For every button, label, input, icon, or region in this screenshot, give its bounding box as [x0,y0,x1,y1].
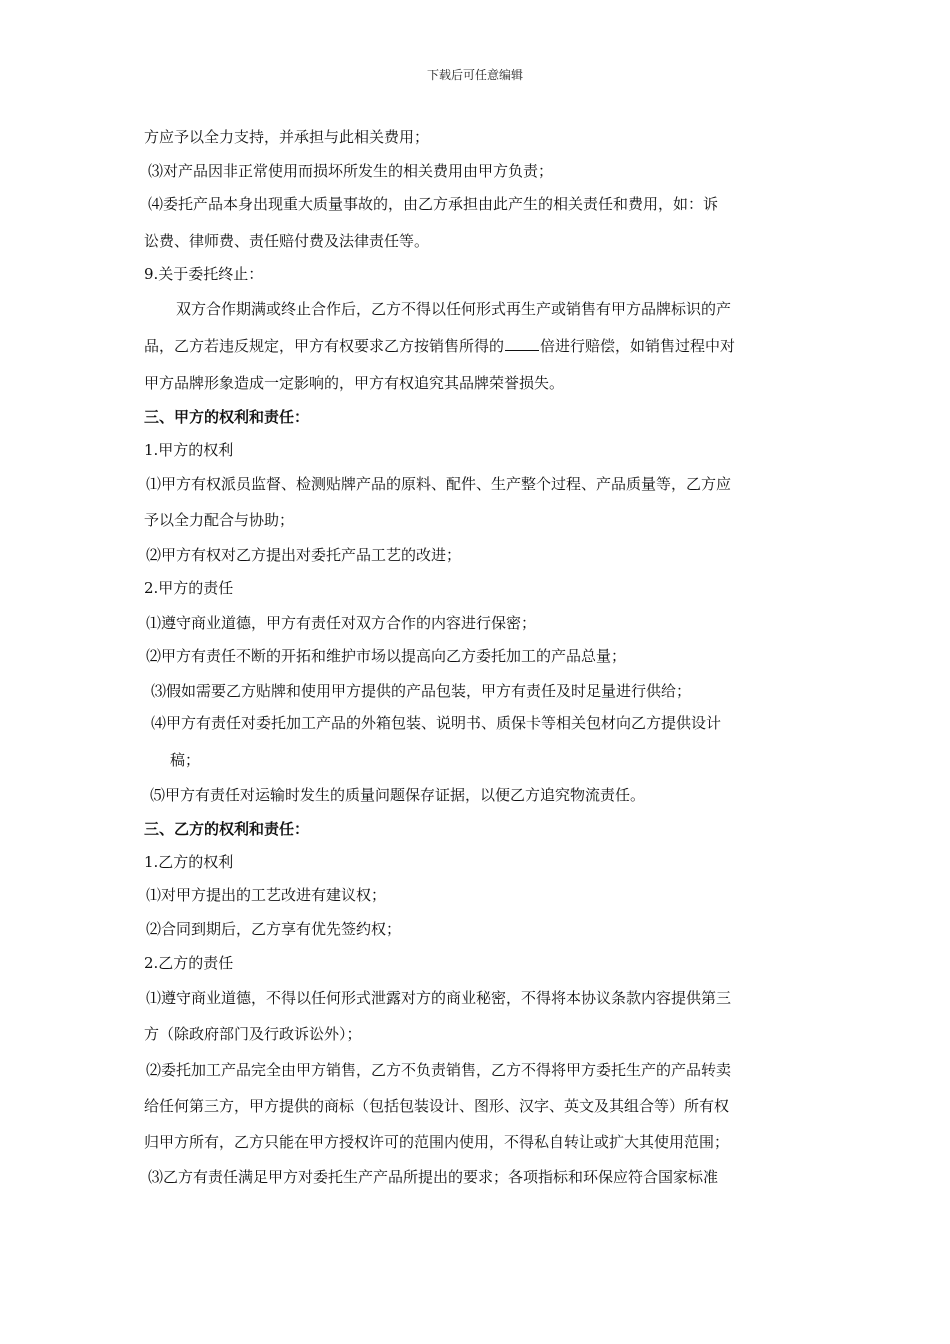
paragraph-text: 品，乙方若违反规定，甲方有权要求乙方按销售所得的 [144,337,505,355]
paragraph-line: 方（除政府部门及行政诉讼外）； [144,1025,362,1043]
list-item: ⑴对甲方提出的工艺改进有建议权； [146,886,387,904]
paragraph-line: 方应予以全力支持，并承担与此相关费用； [144,128,430,146]
list-item: ⑴甲方有权派员监督、检测贴牌产品的原料、配件、生产整个过程、产品质量等，乙方应 [146,475,732,493]
list-item: ⑵甲方有权对乙方提出对委托产品工艺的改进； [146,546,462,564]
paragraph-line: 归甲方所有，乙方只能在甲方授权许可的范围内使用，不得私自转让或扩大其使用范围； [144,1133,730,1151]
list-item: ⑷甲方有责任对委托加工产品的外箱包装、说明书、质保卡等相关包材向乙方提供设计 [151,714,722,732]
list-item: ⑵合同到期后，乙方享有优先签约权； [146,920,402,938]
list-item: ⑶假如需要乙方贴牌和使用甲方提供的产品包装，甲方有责任及时足量进行供给； [151,682,692,700]
fill-blank [505,336,539,351]
list-item: ⑶乙方有责任满足甲方对委托生产产品所提出的要求；各项指标和环保应符合国家标准 [148,1168,719,1186]
subsection-heading: 2.乙方的责任 [144,954,234,972]
paragraph-line: 予以全力配合与协助； [144,511,295,529]
list-item: ⑵甲方有责任不断的开拓和维护市场以提高向乙方委托加工的产品总量； [146,647,627,665]
section-heading: 三、甲方的权利和责任： [144,408,310,426]
subsection-heading: 2.甲方的责任 [144,579,234,597]
list-item: ⑶对产品因非正常使用而损坏所发生的相关费用由甲方负责； [148,162,554,180]
list-item: ⑵委托加工产品完全由甲方销售，乙方不负责销售，乙方不得将甲方委托生产的产品转卖 [146,1061,732,1079]
subsection-heading: 1.乙方的权利 [144,853,234,871]
section-heading: 三、乙方的权利和责任： [144,820,310,838]
paragraph-line: 给任何第三方，甲方提供的商标（包括包装设计、图形、汉字、英文及其组合等）所有权 [144,1097,730,1115]
list-item: ⑸甲方有责任对运输时发生的质量问题保存证据，以便乙方追究物流责任。 [150,786,646,804]
subsection-heading: 1.甲方的权利 [144,441,234,459]
paragraph-line [144,336,735,356]
list-item: ⑴遵守商业道德，甲方有责任对双方合作的内容进行保密； [146,614,537,632]
paragraph-line: 稿； [170,751,201,769]
paragraph-line: 甲方品牌形象造成一定影响的，甲方有权追究其品牌荣誉损失。 [144,374,565,392]
list-item: ⑴遵守商业道德，不得以任何形式泄露对方的商业秘密，不得将本协议条款内容提供第三 [146,989,732,1007]
paragraph-text: 倍进行赔偿，如销售过程中对 [540,337,736,355]
paragraph-line: 双方合作期满或终止合作后，乙方不得以任何形式再生产或销售有甲方品牌标识的产 [176,300,732,318]
section-heading: 9.关于委托终止： [144,265,264,283]
page-header: 下载后可任意编辑 [426,68,523,82]
paragraph-line: 讼费、律师费、责任赔付费及法律责任等。 [144,232,430,250]
list-item: ⑷委托产品本身出现重大质量事故的，由乙方承担由此产生的相关责任和费用，如：诉 [148,195,719,213]
